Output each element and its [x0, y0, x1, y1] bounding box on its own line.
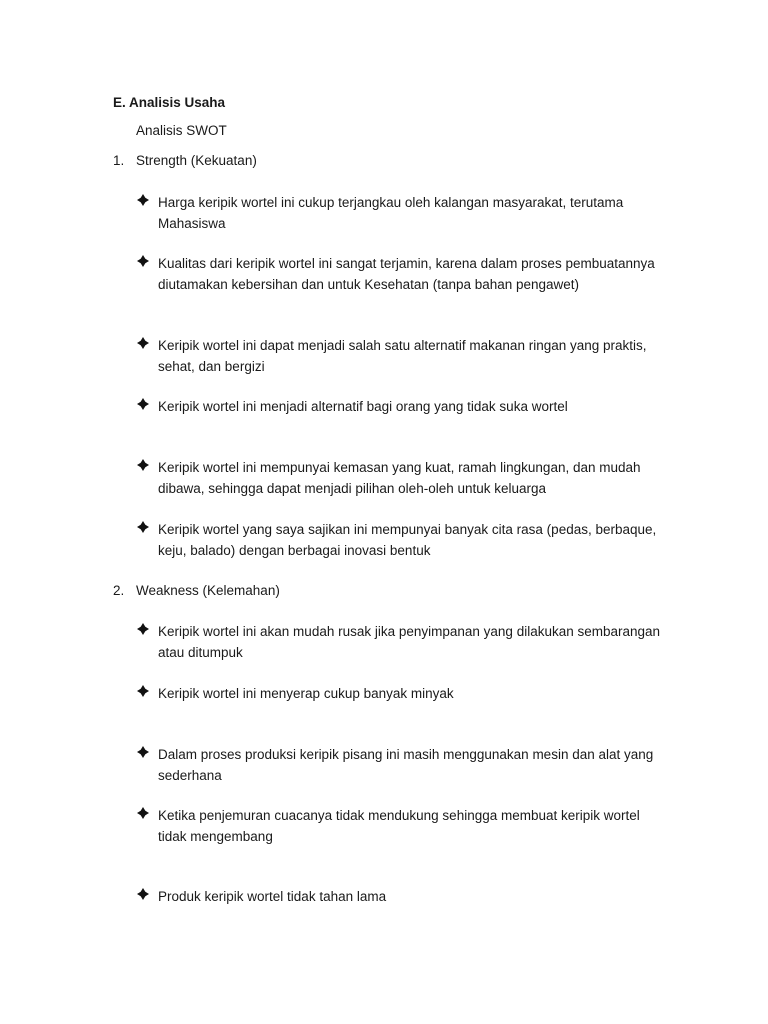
list-item-text: Kualitas dari keripik wortel ini sangat terjamin, karena dalam proses pembuatannya diutamakan kebersihan dan untuk Kesehatan (tanpa bahan pengawet) — [158, 256, 655, 292]
list-item — [136, 192, 756, 234]
section-heading: E. Analisis Usaha — [113, 95, 226, 110]
list-item — [136, 253, 756, 295]
list-item-text: Dalam proses produksi keripik pisang ini masih menggunakan mesin dan alat yang sederhana — [158, 747, 654, 783]
list-item-text: Keripik wortel ini akan mudah rusak jika penyimpanan yang dilakukan sembarangan atau ditumpuk — [158, 624, 661, 660]
list-item-text: Keripik wortel ini mempunyai kemasan yang kuat, ramah lingkungan, dan mudah dibawa, sehingga dapat menjadi pilihan oleh-oleh untuk keluarga — [158, 460, 641, 496]
section-2-number: 2. — [113, 583, 125, 598]
list-item — [136, 805, 756, 847]
diamond-bullet-icon — [136, 887, 150, 901]
diamond-bullet-icon — [136, 193, 150, 207]
section-2-title: Weakness (Kelemahan) — [136, 583, 280, 598]
list-item — [136, 683, 756, 704]
diamond-bullet-icon — [136, 622, 150, 636]
list-item-text: Harga keripik wortel ini cukup terjangkau oleh kalangan masyarakat, terutama Mahasiswa — [158, 195, 624, 231]
section-1-title: Strength (Kekuatan) — [136, 153, 257, 168]
list-item-text: Produk keripik wortel tidak tahan lama — [158, 889, 387, 904]
diamond-bullet-icon — [136, 745, 150, 759]
list-item-text: Ketika penjemuran cuacanya tidak mendukung sehingga membuat keripik wortel tidak mengembang — [158, 808, 640, 844]
list-item — [136, 886, 756, 907]
list-item-text: Keripik wortel ini dapat menjadi salah satu alternatif makanan ringan yang praktis, sehat, dan bergizi — [158, 338, 647, 374]
diamond-bullet-icon — [136, 806, 150, 820]
list-item — [136, 621, 756, 663]
section-1-number: 1. — [113, 153, 125, 168]
list-item-text: Keripik wortel yang saya sajikan ini mempunyai banyak cita rasa (pedas, berbaque, keju, balado) dengan berbagai inovasi bentuk — [158, 522, 657, 558]
diamond-bullet-icon — [136, 336, 150, 350]
diamond-bullet-icon — [136, 458, 150, 472]
diamond-bullet-icon — [136, 684, 150, 698]
list-item — [136, 335, 756, 377]
list-item-text: Keripik wortel ini menjadi alternatif bagi orang yang tidak suka wortel — [158, 399, 568, 414]
list-item — [136, 519, 756, 561]
list-item — [136, 396, 756, 417]
diamond-bullet-icon — [136, 520, 150, 534]
diamond-bullet-icon — [136, 254, 150, 268]
list-item-text: Keripik wortel ini menyerap cukup banyak minyak — [158, 686, 454, 701]
list-item — [136, 457, 756, 499]
diamond-bullet-icon — [136, 397, 150, 411]
list-item — [136, 744, 756, 786]
subheading: Analisis SWOT — [136, 123, 227, 138]
